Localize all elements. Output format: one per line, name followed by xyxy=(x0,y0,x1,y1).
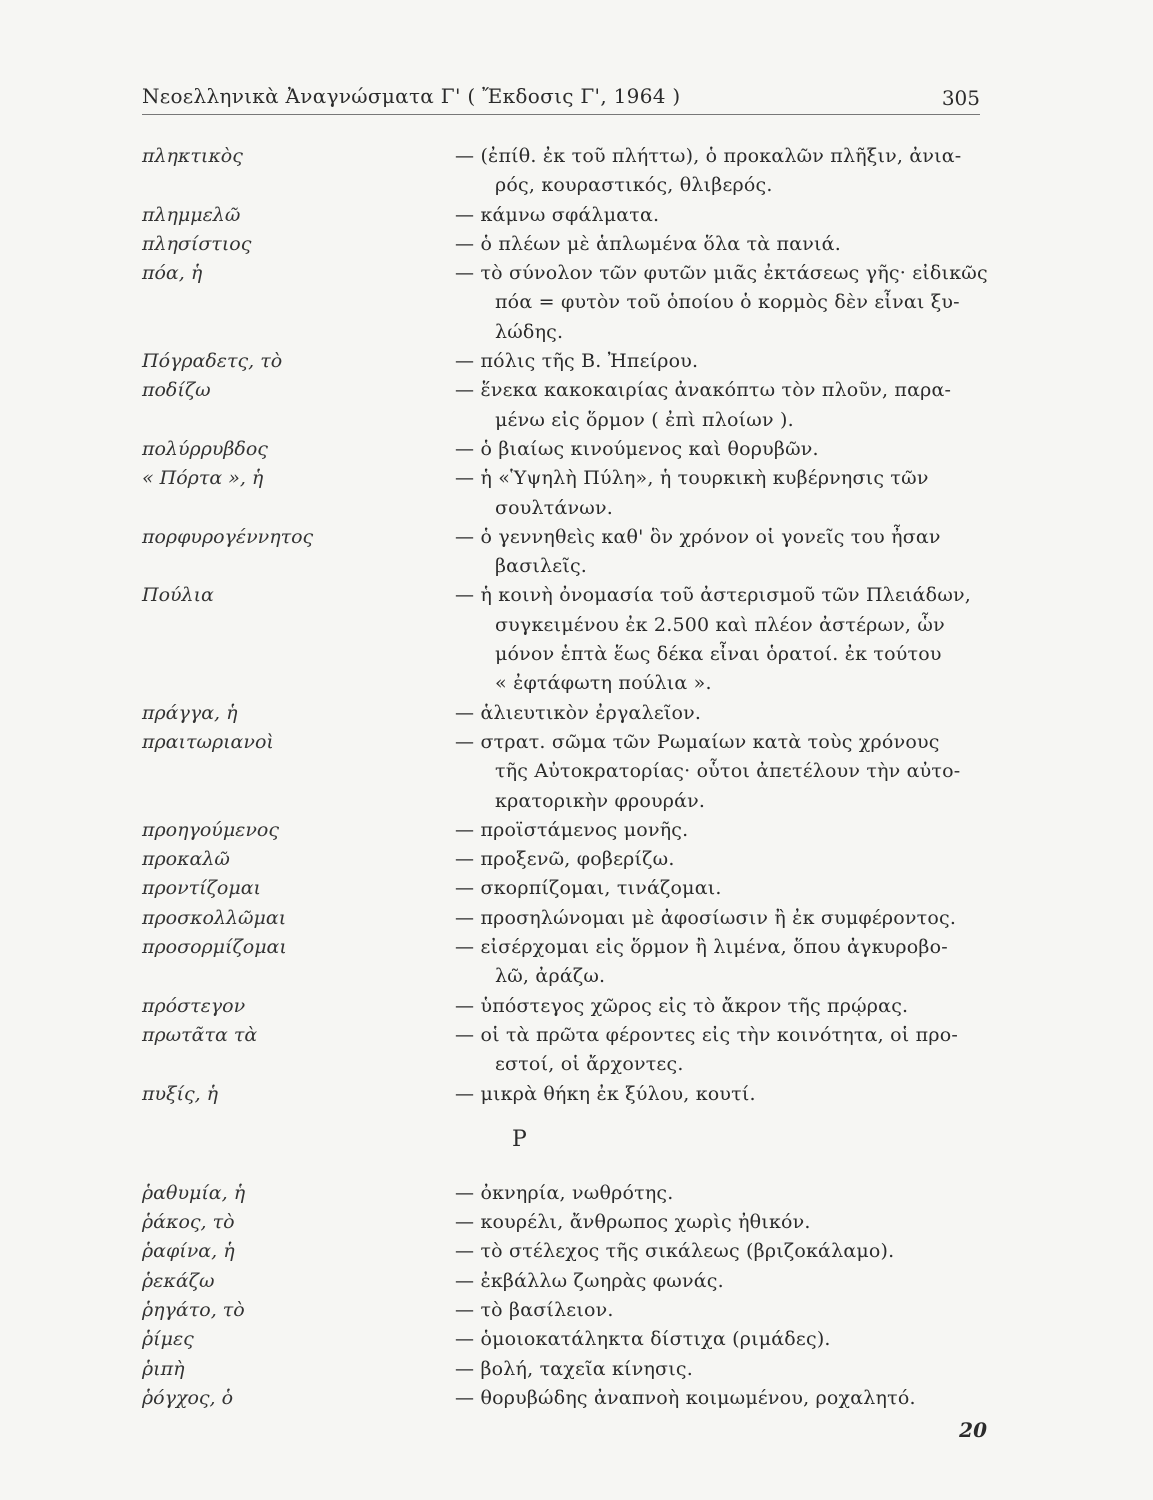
entry-definition xyxy=(455,347,985,376)
glossary-entry xyxy=(142,845,988,874)
entry-term: « Πόρτα », ἡ xyxy=(142,467,264,490)
entry-definition xyxy=(455,1021,985,1080)
entry-definition xyxy=(455,201,985,230)
definition-line: — προσηλώνομαι μὲ ἀφοσίωσιν ἢ ἐκ συμφέροντος. xyxy=(455,906,957,929)
entry-term: πολύρρυβδος xyxy=(142,437,268,460)
glossary-entry xyxy=(142,816,988,845)
glossary-entry xyxy=(142,933,988,992)
definition-line: — τὸ βασίλειον. xyxy=(455,1298,614,1321)
entry-term: ῥίμες xyxy=(142,1328,194,1351)
definition-line: — ὁμοιοκατάληκτα δίστιχα (ριμάδες). xyxy=(455,1328,831,1351)
definition-line: — σκορπίζομαι, τινάζομαι. xyxy=(455,877,722,900)
glossary-entry xyxy=(142,1021,988,1080)
running-title: Νεοελληνικὰ Ἀναγνώσματα Γ' ( Ἔκδοσις Γ', 1964 ) xyxy=(142,84,681,108)
definition-line: βασιλεῖς. xyxy=(495,555,588,578)
glossary-entry xyxy=(142,1208,988,1237)
glossary-entry xyxy=(142,1237,988,1266)
entry-term: πρόστεγον xyxy=(142,994,246,1017)
definition-line: λῶ, ἀράζω. xyxy=(495,965,606,988)
entry-term: πορφυρογέννητος xyxy=(142,525,314,548)
glossary-entry xyxy=(142,347,988,376)
page-header xyxy=(142,84,980,115)
definition-line: — οἱ τὰ πρῶτα φέροντες εἰς τὴν κοινότητα, οἱ προ- xyxy=(455,1023,958,1046)
definition-line: τῆς Αὐτοκρατορίας· οὗτοι ἀπετέλουν τὴν αὐτο- xyxy=(495,760,961,783)
definition-line: — τὸ σύνολον τῶν φυτῶν μιᾶς ἐκτάσεως γῆς· εἰδικῶς xyxy=(455,262,988,285)
entry-term: πραιτωριανοὶ xyxy=(142,730,274,753)
definition-line: — στρατ. σῶμα τῶν Ρωμαίων κατὰ τοὺς χρόνους xyxy=(455,730,940,753)
definition-line: συγκειμένου ἐκ 2.500 καὶ πλέον ἀστέρων, ὧν xyxy=(495,613,945,636)
entry-term: ῥάκος, τὸ xyxy=(142,1211,235,1234)
entry-definition xyxy=(455,874,985,903)
definition-line: — θορυβώδης ἀναπνοὴ κοιμωμένου, ροχαλητό. xyxy=(455,1386,916,1409)
definition-line: « ἐφτάφωτη πούλια ». xyxy=(495,672,712,695)
page-number: 305 xyxy=(941,86,980,110)
glossary-group-p xyxy=(142,142,988,1109)
entry-term: προσκολλῶμαι xyxy=(142,906,287,929)
entry-term: ῥιπὴ xyxy=(142,1357,185,1380)
definition-line: — (ἐπίθ. ἐκ τοῦ πλήττω), ὁ προκαλῶν πλῆξιν, ἀνια- xyxy=(455,145,962,167)
section-letter: Ρ xyxy=(512,1126,527,1152)
glossary-entry xyxy=(142,904,988,933)
glossary-entry xyxy=(142,464,988,523)
definition-line: πόα = φυτὸν τοῦ ὁποίου ὁ κορμὸς δὲν εἶναι ξυ- xyxy=(495,291,960,314)
glossary-entry xyxy=(142,728,988,816)
entry-term: πλησίστιος xyxy=(142,232,252,255)
entry-definition xyxy=(455,142,985,201)
glossary-entry xyxy=(142,1384,988,1413)
definition-line: σουλτάνων. xyxy=(495,496,613,519)
entry-definition xyxy=(455,1267,985,1296)
glossary-entry xyxy=(142,523,988,582)
entry-definition xyxy=(455,376,985,435)
entry-definition xyxy=(455,581,985,698)
definition-line: — ὁ πλέων μὲ ἁπλωμένα ὅλα τὰ πανιά. xyxy=(455,232,841,255)
definition-line: — ἁλιευτικὸν ἐργαλεῖον. xyxy=(455,701,702,724)
entry-definition xyxy=(455,1355,985,1384)
definition-line: — ὁ γεννηθεὶς καθ' ὃν χρόνον οἱ γονεῖς του ἦσαν xyxy=(455,525,941,548)
entry-term: πλημμελῶ xyxy=(142,203,241,226)
glossary-entry xyxy=(142,1267,988,1296)
definition-line: — προξενῶ, φοβερίζω. xyxy=(455,848,675,871)
glossary-entry xyxy=(142,1080,988,1109)
entry-term: ῥαφίνα, ἡ xyxy=(142,1240,235,1263)
glossary-entry xyxy=(142,142,988,201)
entry-term: ποδίζω xyxy=(142,379,211,402)
signature-number: 20 xyxy=(959,1418,987,1442)
entry-definition xyxy=(455,1208,985,1237)
entry-definition xyxy=(455,1237,985,1266)
entry-definition xyxy=(455,933,985,992)
entry-definition xyxy=(455,845,985,874)
glossary-entry xyxy=(142,435,988,464)
definition-line: — ὁ βιαίως κινούμενος καὶ θορυβῶν. xyxy=(455,437,819,460)
entry-definition xyxy=(455,1296,985,1325)
glossary-entry xyxy=(142,230,988,259)
entry-definition xyxy=(455,1080,985,1109)
entry-term: ῥηγάτο, τὸ xyxy=(142,1298,245,1321)
entry-definition xyxy=(455,992,985,1021)
glossary xyxy=(142,142,988,1413)
glossary-entry xyxy=(142,201,988,230)
definition-line: — εἰσέρχομαι εἰς ὅρμον ἢ λιμένα, ὅπου ἀγκυροβο- xyxy=(455,936,948,959)
definition-line: — κάμνω σφάλματα. xyxy=(455,203,660,226)
entry-term: πληκτικὸς xyxy=(142,145,243,167)
entry-definition xyxy=(455,464,985,523)
entry-definition xyxy=(455,435,985,464)
glossary-entry xyxy=(142,1179,988,1208)
glossary-entry xyxy=(142,376,988,435)
definition-line: — ἐκβάλλω ζωηρὰς φωνάς. xyxy=(455,1269,724,1292)
glossary-entry xyxy=(142,699,988,728)
definition-line: — ὀκνηρία, νωθρότης. xyxy=(455,1181,674,1204)
glossary-entry xyxy=(142,992,988,1021)
entry-term: ῥαθυμία, ἡ xyxy=(142,1181,246,1204)
entry-term: ῥεκάζω xyxy=(142,1269,215,1292)
entry-term: προκαλῶ xyxy=(142,848,230,871)
entry-term: Πόγραδετς, τὸ xyxy=(142,350,283,373)
definition-line: — ἕνεκα κακοκαιρίας ἀνακόπτω τὸν πλοῦν, παρα- xyxy=(455,379,952,402)
definition-line: μόνον ἑπτὰ ἕως δέκα εἶναι ὁρατοί. ἐκ τούτου xyxy=(495,643,942,666)
entry-definition xyxy=(455,816,985,845)
definition-line: — προϊστάμενος μονῆς. xyxy=(455,818,689,841)
entry-definition xyxy=(455,1325,985,1354)
definition-line: — κουρέλι, ἄνθρωπος χωρὶς ἠθικόν. xyxy=(455,1211,811,1234)
definition-line: — πόλις τῆς Β. Ἠπείρου. xyxy=(455,350,699,373)
definition-line: εστοί, οἱ ἄρχοντες. xyxy=(495,1053,684,1076)
glossary-entry xyxy=(142,581,988,698)
definition-line: — ἡ κοινὴ ὀνομασία τοῦ ἀστερισμοῦ τῶν Πλειάδων, xyxy=(455,584,972,607)
glossary-entry xyxy=(142,259,988,347)
entry-term: προντίζομαι xyxy=(142,877,261,900)
definition-line: — τὸ στέλεχος τῆς σικάλεως (βριζοκάλαμο). xyxy=(455,1240,895,1263)
definition-line: λώδης. xyxy=(495,320,564,343)
entry-definition xyxy=(455,1179,985,1208)
entry-definition xyxy=(455,699,985,728)
entry-definition xyxy=(455,523,985,582)
glossary-group-r xyxy=(142,1179,988,1413)
entry-definition xyxy=(455,904,985,933)
definition-line: — βολή, ταχεῖα κίνησις. xyxy=(455,1357,693,1380)
definition-line: ρός, κουραστικός, θλιβερός. xyxy=(495,174,773,197)
glossary-entry xyxy=(142,874,988,903)
definition-line: — ὑπόστεγος χῶρος εἰς τὸ ἄκρον τῆς πρῴρας. xyxy=(455,994,909,1017)
entry-definition xyxy=(455,259,988,347)
glossary-entry xyxy=(142,1325,988,1354)
definition-line: — μικρὰ θήκη ἐκ ξύλου, κουτί. xyxy=(455,1082,756,1105)
glossary-entry xyxy=(142,1355,988,1384)
definition-line: — ἡ «Ὑψηλὴ Πύλη», ἡ τουρκικὴ κυβέρνησις τῶν xyxy=(455,467,929,490)
entry-term: ῥόγχος, ὁ xyxy=(142,1386,234,1409)
entry-term: προσορμίζομαι xyxy=(142,936,287,959)
entry-definition xyxy=(455,728,985,816)
entry-term: πρωτᾶτα τὰ xyxy=(142,1023,258,1046)
definition-line: κρατορικὴν φρουράν. xyxy=(495,789,706,812)
glossary-entry xyxy=(142,1296,988,1325)
entry-term: Πούλια xyxy=(142,584,214,607)
entry-term: πράγγα, ἡ xyxy=(142,701,238,724)
entry-definition xyxy=(455,1384,985,1413)
definition-line: μένω εἰς ὅρμον ( ἐπὶ πλοίων ). xyxy=(495,408,794,431)
entry-term: πόα, ἡ xyxy=(142,262,203,285)
entry-definition xyxy=(455,230,985,259)
entry-term: πυξίς, ἡ xyxy=(142,1082,219,1105)
entry-term: προηγούμενος xyxy=(142,818,279,841)
